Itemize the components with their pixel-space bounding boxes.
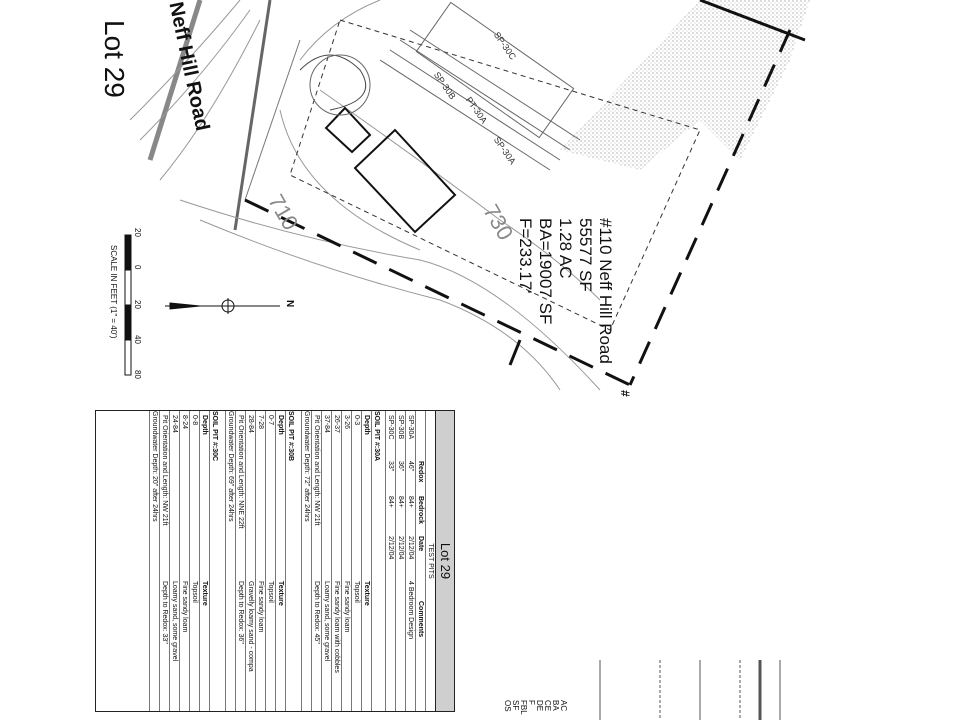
- pit-30b-title: SOIL PIT #:30B: [285, 411, 294, 711]
- legend-fbl: FBL: [519, 700, 528, 715]
- table-row: [385, 411, 394, 711]
- bedrock-value: 84+: [397, 496, 404, 508]
- pit-30b-orientation: [235, 411, 244, 711]
- lot-info-block: [515, 218, 615, 364]
- bedrock-value: 84+: [387, 496, 394, 508]
- north-arrow: [165, 298, 280, 314]
- pit-30c-orientation: [159, 411, 168, 711]
- depth-value: 3-26: [343, 415, 350, 430]
- pit-30c-groundwater: Groundwater Depth: 20" after 24hrs: [149, 411, 158, 711]
- table-header-row: [415, 411, 424, 711]
- pit-label-30c: SP-30C: [491, 30, 519, 62]
- pit-30a-header: [361, 411, 370, 711]
- test-pit-table: [95, 410, 455, 712]
- north-label: N: [284, 300, 295, 308]
- texture-header: Texture: [363, 581, 370, 606]
- table-row: [395, 411, 404, 711]
- pit-30c-title: SOIL PIT #:30C: [209, 411, 218, 711]
- lot-address: #110 Neff Hill Road: [596, 218, 615, 364]
- legend-f: F: [527, 700, 536, 705]
- contour-label-710: 710: [263, 190, 304, 235]
- table-row: [189, 411, 198, 711]
- legend-sf: SF: [511, 700, 520, 711]
- pit-30a-groundwater: Groundwater Depth: 72" after 24hrs: [301, 411, 310, 711]
- table-row: [265, 411, 274, 711]
- texture-value: Topsoil: [191, 581, 198, 603]
- depth-header: Depth: [201, 415, 208, 435]
- scale-caption: SCALE IN FEET (1" = 40'): [109, 245, 118, 339]
- texture-value: Topsoil: [267, 581, 274, 603]
- house-footprint: [355, 130, 455, 232]
- legend-ac: AC: [559, 700, 568, 712]
- texture-value: Loamy sand, some gravel: [171, 581, 178, 662]
- table-row: [331, 411, 340, 711]
- legend-ce: CE: [543, 700, 552, 712]
- pit-label-pt30a: PT-30A: [463, 95, 490, 126]
- depth-value: 0-3: [353, 415, 360, 426]
- table-row: [351, 411, 360, 711]
- legend-lines: [600, 660, 780, 720]
- depth-value: 37-84: [323, 415, 330, 433]
- legend-os: OS: [503, 700, 512, 712]
- orientation-text: Pit Orientation and Length: NW 21ft: [313, 415, 320, 526]
- legend-de: DE: [535, 700, 544, 712]
- lot-label: Lot 29: [99, 20, 130, 98]
- garage-footprint: [326, 108, 370, 152]
- table-row: [341, 411, 350, 711]
- table-row: [245, 411, 254, 711]
- texture-value: Fine sandy loam: [257, 581, 264, 633]
- redox-note: Depth to Redox: 45": [313, 581, 320, 644]
- pit-id: SP-30C: [387, 415, 394, 440]
- comments-value: 4 Bedroom Design: [407, 581, 414, 639]
- scale-tick-80: 80: [133, 370, 142, 379]
- table-row: [321, 411, 330, 711]
- redox-value: 36": [397, 461, 404, 472]
- table-lot-title: Lot 29: [435, 411, 454, 711]
- table-header-comments: Comments: [417, 601, 424, 638]
- table-row: [255, 411, 264, 711]
- pit-label-30b: SP-30B: [431, 70, 458, 102]
- pit-30b-header: [275, 411, 284, 711]
- redox-value: 33": [387, 461, 394, 472]
- table-header-bedrock: Bedrock: [417, 496, 424, 525]
- lot-area-sf: 55577 SF: [576, 218, 595, 292]
- depth-value: 24-84: [171, 415, 178, 433]
- texture-header: Texture: [201, 581, 208, 606]
- table-section-title: TEST PITS: [425, 411, 434, 711]
- table-row: [405, 411, 414, 711]
- texture-value: Gravelly loamy sand - compa: [247, 581, 254, 672]
- pit-label-30a: SP-30A: [491, 135, 518, 167]
- pit-id: SP-30A: [407, 415, 414, 440]
- ledge-area: [560, 0, 810, 170]
- lot-area-ac: 1.28 AC: [556, 218, 575, 279]
- orientation-text: Pit Orientation and Length: NNE 22ft: [237, 415, 244, 529]
- date-value: 2/12/04: [407, 536, 414, 560]
- depth-value: 0-8: [191, 415, 198, 426]
- legend-ba: BA: [551, 700, 560, 711]
- depth-value: 7-28: [257, 415, 264, 430]
- depth-value: 26-37: [333, 415, 340, 433]
- depth-header: Depth: [277, 415, 284, 435]
- orientation-text: Pit Orientation and Length: NW 21ft: [161, 415, 168, 526]
- depth-value: 28-84: [247, 415, 254, 433]
- road-label: Neff Hill Road: [164, 0, 214, 133]
- pit-30c-header: [199, 411, 208, 711]
- scale-tick-20: 20: [133, 300, 142, 309]
- redox-value: 46": [407, 461, 414, 472]
- lot-corner-symbol: #: [618, 390, 632, 397]
- texture-header: Texture: [277, 581, 284, 606]
- depth-value: 8-24: [181, 415, 188, 430]
- pit-30b-groundwater: Groundwater Depth: 69" after 24hrs: [225, 411, 234, 711]
- lot-buildable-area: BA=19007 SF: [536, 218, 555, 325]
- texture-value: Topsoil: [353, 581, 360, 603]
- bedrock-value: 84+: [407, 496, 414, 508]
- scale-tick-0: 0: [133, 265, 142, 270]
- scale-tick-20-left: 20: [133, 228, 142, 237]
- pit-30a-title: SOIL PIT #:30A: [371, 411, 380, 711]
- table-header-date: Date: [417, 536, 424, 552]
- pit-id: SP-30B: [397, 415, 404, 440]
- redox-note: Depth to Redox: 33": [161, 581, 168, 644]
- scale-bar: [125, 235, 131, 375]
- contour-label-730: 730: [478, 200, 519, 245]
- pit-30a-orientation: [311, 411, 320, 711]
- table-row: [169, 411, 178, 711]
- texture-value: Loamy sand, some gravel: [323, 581, 330, 662]
- depth-value: 0-7: [267, 415, 274, 426]
- texture-value: Fine sandy loam: [181, 581, 188, 633]
- texture-value: Fine sandy loam: [343, 581, 350, 633]
- depth-header: Depth: [363, 415, 370, 435]
- scale-tick-40: 40: [133, 335, 142, 344]
- redox-note: Depth to Redox: 36": [237, 581, 244, 644]
- lot-frontage: F=233.17': [516, 218, 535, 294]
- texture-value: Fine sandy loam with cobbles: [333, 581, 340, 673]
- date-value: 2/12/04: [397, 536, 404, 560]
- date-value: 2/12/04: [387, 536, 394, 560]
- table-row: [179, 411, 188, 711]
- table-header-redox: Redox: [417, 461, 424, 483]
